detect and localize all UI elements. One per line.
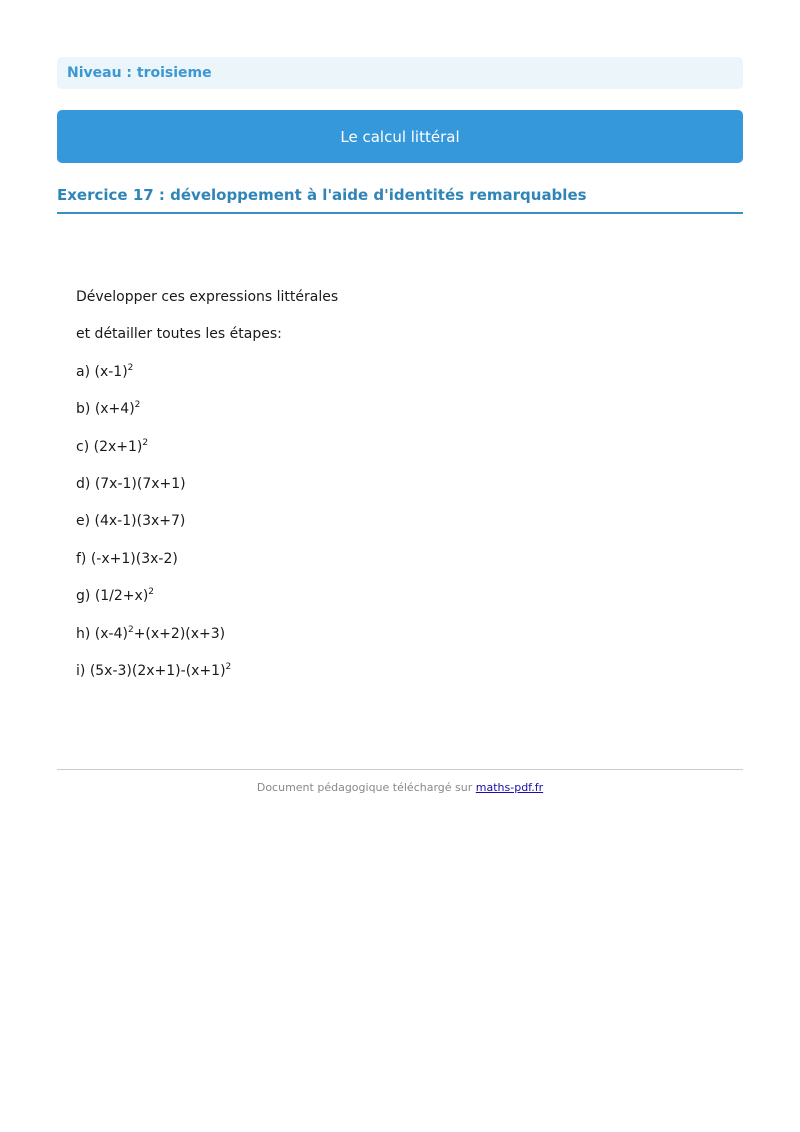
exercise-item-d (76, 471, 576, 508)
exercise-statement (76, 284, 576, 695)
footer (57, 781, 743, 794)
item-label: i) (76, 662, 86, 679)
exercise-item-c (76, 434, 576, 471)
footer-divider (57, 769, 743, 770)
exercise-item-f (76, 546, 576, 583)
level-box (57, 57, 743, 89)
instruction-line: Développer ces expressions littérales (76, 289, 339, 305)
item-exponent: 2 (127, 624, 134, 635)
item-label: e) (76, 513, 91, 530)
item-expression: (7x-1)(7x+1) (94, 475, 186, 492)
item-expression: (1/2+x) (94, 588, 149, 605)
exercise-item-a (76, 359, 576, 396)
item-label: d) (76, 475, 91, 492)
exercise-item-e (76, 508, 576, 545)
item-label: c) (76, 438, 90, 455)
item-expression-tail: +(x+2)(x+3) (133, 625, 226, 642)
item-expression: (x-1) (94, 363, 128, 380)
chapter-banner (57, 110, 743, 163)
chapter-title: Le calcul littéral (340, 127, 460, 146)
exercise-item-b (76, 396, 576, 433)
item-label: h) (76, 625, 91, 642)
item-label: a) (76, 363, 91, 380)
exercise-item-h (76, 621, 576, 658)
item-expression: (x-4) (94, 625, 128, 642)
item-expression: (4x-1)(3x+7) (94, 513, 186, 530)
item-label: g) (76, 588, 91, 605)
footer-text: Document pédagogique téléchargé sur (256, 781, 473, 794)
item-expression: (-x+1)(3x-2) (90, 550, 178, 567)
instruction-line: et détailler toutes les étapes: (76, 326, 282, 343)
item-exponent: 2 (148, 587, 155, 598)
exercise-item-i (76, 658, 576, 695)
item-exponent: 2 (142, 437, 149, 448)
exercise-title: Exercice 17 : développement à l'aide d'identités remarquables (57, 186, 587, 204)
level-label: Niveau : troisieme (67, 65, 212, 81)
item-expression: (5x-3)(2x+1)-(x+1) (89, 662, 226, 679)
title-divider (57, 212, 743, 214)
exercise-item-g (76, 583, 576, 620)
footer-link[interactable]: maths-pdf.fr (475, 781, 544, 794)
item-exponent: 2 (225, 661, 232, 672)
item-label: b) (76, 401, 91, 418)
item-label: f) (76, 550, 87, 567)
item-exponent: 2 (127, 362, 134, 373)
item-expression: (x+4) (94, 401, 135, 418)
item-expression: (2x+1) (93, 438, 143, 455)
item-exponent: 2 (134, 400, 141, 411)
